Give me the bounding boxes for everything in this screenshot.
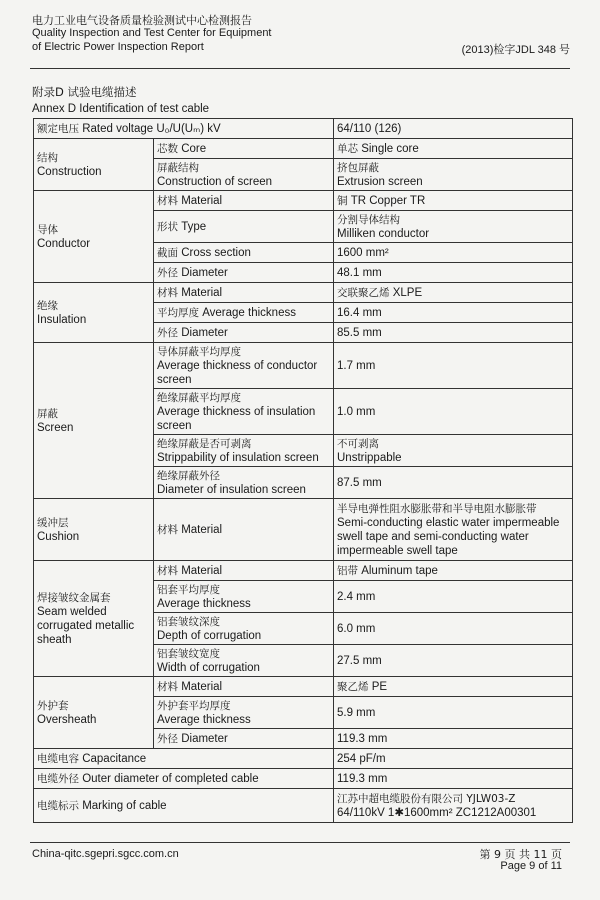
conductor-type-label: 形状 Type xyxy=(154,211,334,243)
conductor-material-value: 铜 TR Copper TR xyxy=(334,191,573,211)
page-number-english: Page 9 of 11 xyxy=(500,860,562,872)
conductor-screen-label: 导体屏蔽平均厚度 Average thickness of conductor screen xyxy=(154,343,334,389)
table-row xyxy=(34,749,573,769)
insulation-group: 绝缘 Insulation xyxy=(34,283,154,343)
insulation-diameter-value: 85.5 mm xyxy=(334,323,573,343)
insulation-screen-label: 绝缘屏蔽平均厚度 Average thickness of insulation screen xyxy=(154,389,334,435)
corrugation-width-label: 铝套皱纹宽度 Width of corrugation xyxy=(154,645,334,677)
table-row xyxy=(34,139,573,159)
footer-url: China-qitc.sgepri.sgcc.com.cn xyxy=(32,848,179,860)
conductor-screen-value: 1.7 mm xyxy=(334,343,573,389)
insulation-screen-diameter-label: 绝缘屏蔽外径 Diameter of insulation screen xyxy=(154,467,334,499)
insulation-thickness-label: 平均厚度 Average thickness xyxy=(154,303,334,323)
footer-divider xyxy=(30,842,570,843)
insulation-material-label: 材料 Material xyxy=(154,283,334,303)
table-row xyxy=(34,499,573,561)
cushion-material-value: 半导电弹性阻水膨胀带和半导电阻水膨胀带 Semi-conducting elastic water impermeable swell tape and semi-conducting water impermeable swell tape xyxy=(334,499,573,561)
strippability-label: 绝缘屏蔽是否可剥离 Strippability of insulation screen xyxy=(154,435,334,467)
table-row xyxy=(34,561,573,581)
table-row xyxy=(34,191,573,211)
table-row xyxy=(34,769,573,789)
insulation-material-value: 交联聚乙烯 XLPE xyxy=(334,283,573,303)
construction-group: 结构 Construction xyxy=(34,139,154,191)
oversheath-thickness-label: 外护套平均厚度 Average thickness xyxy=(154,697,334,729)
marking-label: 电缆标示 Marking of cable xyxy=(34,789,334,823)
capacitance-label: 电缆电容 Capacitance xyxy=(34,749,334,769)
cable-spec-table xyxy=(33,118,573,823)
conductor-material-label: 材料 Material xyxy=(154,191,334,211)
header-english-title-line2: of Electric Power Inspection Report xyxy=(32,41,204,53)
rated-voltage-label: 额定电压 Rated voltage U₀/U(Uₘ) kV xyxy=(34,119,334,139)
core-label: 芯数 Core xyxy=(154,139,334,159)
oversheath-material-label: 材料 Material xyxy=(154,677,334,697)
insulation-thickness-value: 16.4 mm xyxy=(334,303,573,323)
oversheath-diameter-value: 119.3 mm xyxy=(334,729,573,749)
sheath-material-value: 铝带 Aluminum tape xyxy=(334,561,573,581)
outer-diameter-label: 电缆外径 Outer diameter of completed cable xyxy=(34,769,334,789)
corrugation-width-value: 27.5 mm xyxy=(334,645,573,677)
cushion-group: 缓冲层 Cushion xyxy=(34,499,154,561)
header-english-title-line1: Quality Inspection and Test Center for Equipment xyxy=(32,27,272,39)
page-number-chinese: 第 9 页 共 11 页 xyxy=(479,848,562,861)
cross-section-value: 1600 mm² xyxy=(334,243,573,263)
rated-voltage-value: 64/110 (126) xyxy=(334,119,573,139)
conductor-group: 导体 Conductor xyxy=(34,191,154,283)
screen-group: 屏蔽 Screen xyxy=(34,343,154,499)
insulation-screen-diameter-value: 87.5 mm xyxy=(334,467,573,499)
oversheath-material-value: 聚乙烯 PE xyxy=(334,677,573,697)
capacitance-value: 254 pF/m xyxy=(334,749,573,769)
cross-section-label: 截面 Cross section xyxy=(154,243,334,263)
insulation-diameter-label: 外径 Diameter xyxy=(154,323,334,343)
corrugation-depth-label: 铝套皱纹深度 Depth of corrugation xyxy=(154,613,334,645)
corrugation-depth-value: 6.0 mm xyxy=(334,613,573,645)
sheath-thickness-label: 铝套平均厚度 Average thickness xyxy=(154,581,334,613)
oversheath-group: 外护套 Oversheath xyxy=(34,677,154,749)
core-value: 单芯 Single core xyxy=(334,139,573,159)
oversheath-diameter-label: 外径 Diameter xyxy=(154,729,334,749)
screen-construction-value: 挤包屏蔽 Extrusion screen xyxy=(334,159,573,191)
insulation-screen-value: 1.0 mm xyxy=(334,389,573,435)
header-divider xyxy=(30,68,570,69)
conductor-diameter-value: 48.1 mm xyxy=(334,263,573,283)
annex-title-chinese: 附录D 试验电缆描述 xyxy=(32,85,137,99)
cushion-material-label: 材料 Material xyxy=(154,499,334,561)
outer-diameter-value: 119.3 mm xyxy=(334,769,573,789)
table-row xyxy=(34,283,573,303)
sheath-thickness-value: 2.4 mm xyxy=(334,581,573,613)
marking-value: 江苏中超电缆股份有限公司 YJLW03-Z 64/110kV 1✱1600mm² ZC1212A00301 xyxy=(334,789,573,823)
conductor-diameter-label: 外径 Diameter xyxy=(154,263,334,283)
screen-construction-label: 屏蔽结构 Construction of screen xyxy=(154,159,334,191)
header-chinese-title: 电力工业电气设备质量检验测试中心检测报告 xyxy=(32,14,252,27)
table-row xyxy=(34,343,573,389)
sheath-group: 焊接皱纹金属套 Seam welded corrugated metallic sheath xyxy=(34,561,154,677)
conductor-type-value: 分割导体结构 Milliken conductor xyxy=(334,211,573,243)
sheath-material-label: 材料 Material xyxy=(154,561,334,581)
table-row xyxy=(34,677,573,697)
report-number: (2013)检字JDL 348 号 xyxy=(461,44,570,56)
oversheath-thickness-value: 5.9 mm xyxy=(334,697,573,729)
table-row xyxy=(34,789,573,823)
table-row xyxy=(34,119,573,139)
annex-title-english: Annex D Identification of test cable xyxy=(32,103,210,115)
strippability-value: 不可剥离 Unstrippable xyxy=(334,435,573,467)
